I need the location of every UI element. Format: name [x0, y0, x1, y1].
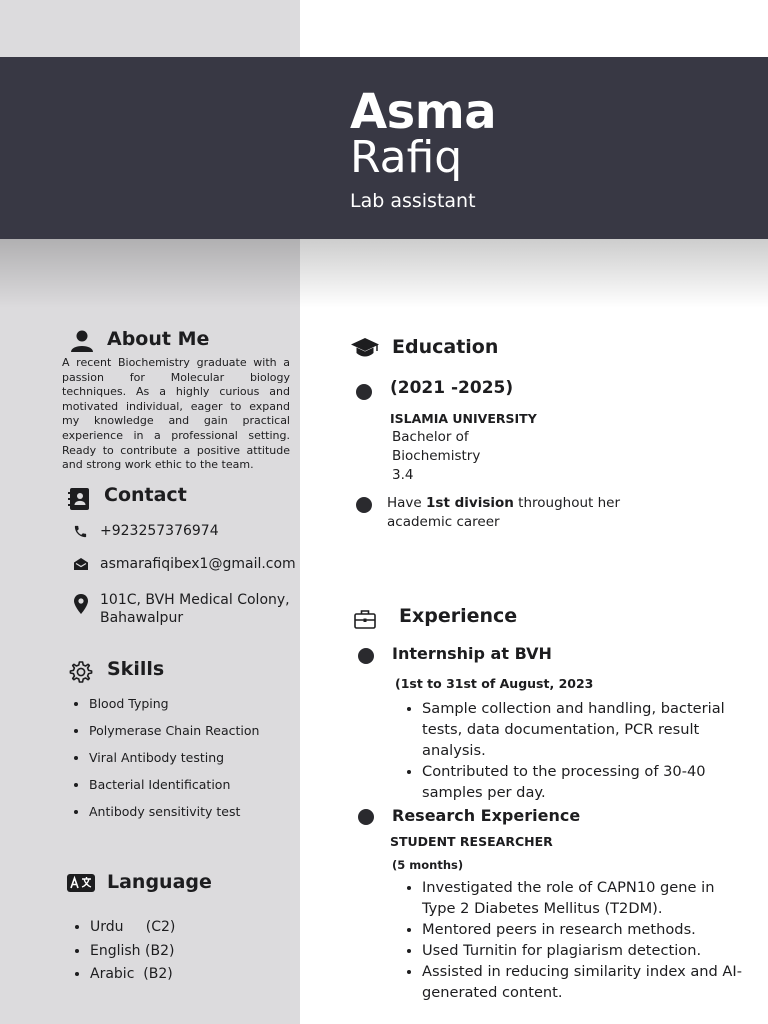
- internship-dot: [358, 648, 374, 664]
- research-role: STUDENT RESEARCHER: [390, 834, 553, 849]
- research-bullet: • Assisted in reducing similarity index and AI-generated content.: [422, 961, 742, 1003]
- about-text: A recent Biochemistry graduate with a passion for Molecular biology techniques. As a highly curious and motivated individual, eager to expand my knowledge and gain practical experience in a professional setting. Ready to contribute a positive attitude and strong work ethic to the team.: [62, 356, 290, 472]
- briefcase-icon: [354, 609, 376, 629]
- skills-title: Skills: [107, 658, 165, 680]
- internship-bullet: • Contributed to the processing of 30-40 samples per day.: [422, 761, 742, 803]
- research-bullet: • Mentored peers in research methods.: [422, 919, 742, 940]
- research-bullet: • Used Turnitin for plagiarism detection.: [422, 940, 742, 961]
- skill-item: • Bacterial Identification: [89, 777, 299, 793]
- contact-email[interactable]: asmarafiqibex1@gmail.com: [100, 556, 296, 572]
- research-bullets: [404, 877, 742, 1003]
- person-icon: [70, 330, 94, 352]
- education-note-bold: 1st division: [426, 495, 514, 511]
- contact-title: Contact: [104, 484, 187, 506]
- language-list: [72, 916, 175, 987]
- mail-icon: [73, 557, 89, 571]
- contact-book-icon: [67, 487, 91, 511]
- internship-title: Internship at BVH: [392, 644, 552, 663]
- education-university: ISLAMIA UNIVERSITY: [390, 411, 537, 426]
- language-title: Language: [107, 871, 212, 893]
- research-duration: (5 months): [392, 858, 464, 872]
- education-bullet-dot: [356, 384, 372, 400]
- contact-phone[interactable]: +923257376974: [100, 523, 219, 539]
- location-pin-icon: [74, 594, 88, 614]
- education-degree: Bachelor of Biochemistry: [392, 429, 481, 464]
- education-note-dot: [356, 497, 372, 513]
- research-bullet: • Investigated the role of CAPN10 gene in Type 2 Diabetes Mellitus (T2DM).: [422, 877, 742, 919]
- education-note-post: throughout her academic career: [387, 495, 621, 530]
- education-title: Education: [392, 336, 499, 358]
- banner-shadow: [0, 238, 768, 308]
- skill-item: • Antibody sensitivity test: [89, 804, 299, 820]
- translate-icon: [67, 874, 95, 894]
- internship-bullet: • Sample collection and handling, bacterial tests, data documentation, PCR result analysis.: [422, 698, 742, 761]
- gear-icon: [69, 660, 93, 684]
- contact-address-line1: 101C, BVH Medical Colony,: [100, 592, 290, 608]
- education-years: (2021 -2025): [390, 378, 514, 398]
- skill-item: • Viral Antibody testing: [89, 750, 299, 766]
- education-note: [387, 494, 637, 531]
- research-dot: [358, 809, 374, 825]
- language-item: • Arabic (B2): [90, 963, 175, 987]
- skill-item: • Polymerase Chain Reaction: [89, 723, 299, 739]
- education-note-pre: Have: [387, 495, 427, 511]
- last-name: Rafiq: [350, 132, 463, 183]
- research-title: Research Experience: [392, 806, 581, 825]
- contact-address-line2: Bahawalpur: [100, 610, 184, 626]
- job-title: Lab assistant: [350, 190, 476, 212]
- skills-list: [72, 696, 299, 831]
- language-item: • Urdu (C2): [90, 916, 175, 940]
- graduation-cap-icon: [350, 337, 380, 359]
- education-gpa: 3.4: [392, 467, 414, 483]
- phone-icon: [73, 524, 88, 539]
- first-name: Asma: [350, 84, 497, 140]
- language-item: • English (B2): [90, 940, 175, 964]
- experience-title: Experience: [399, 605, 518, 627]
- about-title: About Me: [107, 328, 210, 350]
- internship-dates: (1st to 31st of August, 2023: [395, 676, 594, 691]
- internship-bullets: [404, 698, 742, 803]
- skill-item: • Blood Typing: [89, 696, 299, 712]
